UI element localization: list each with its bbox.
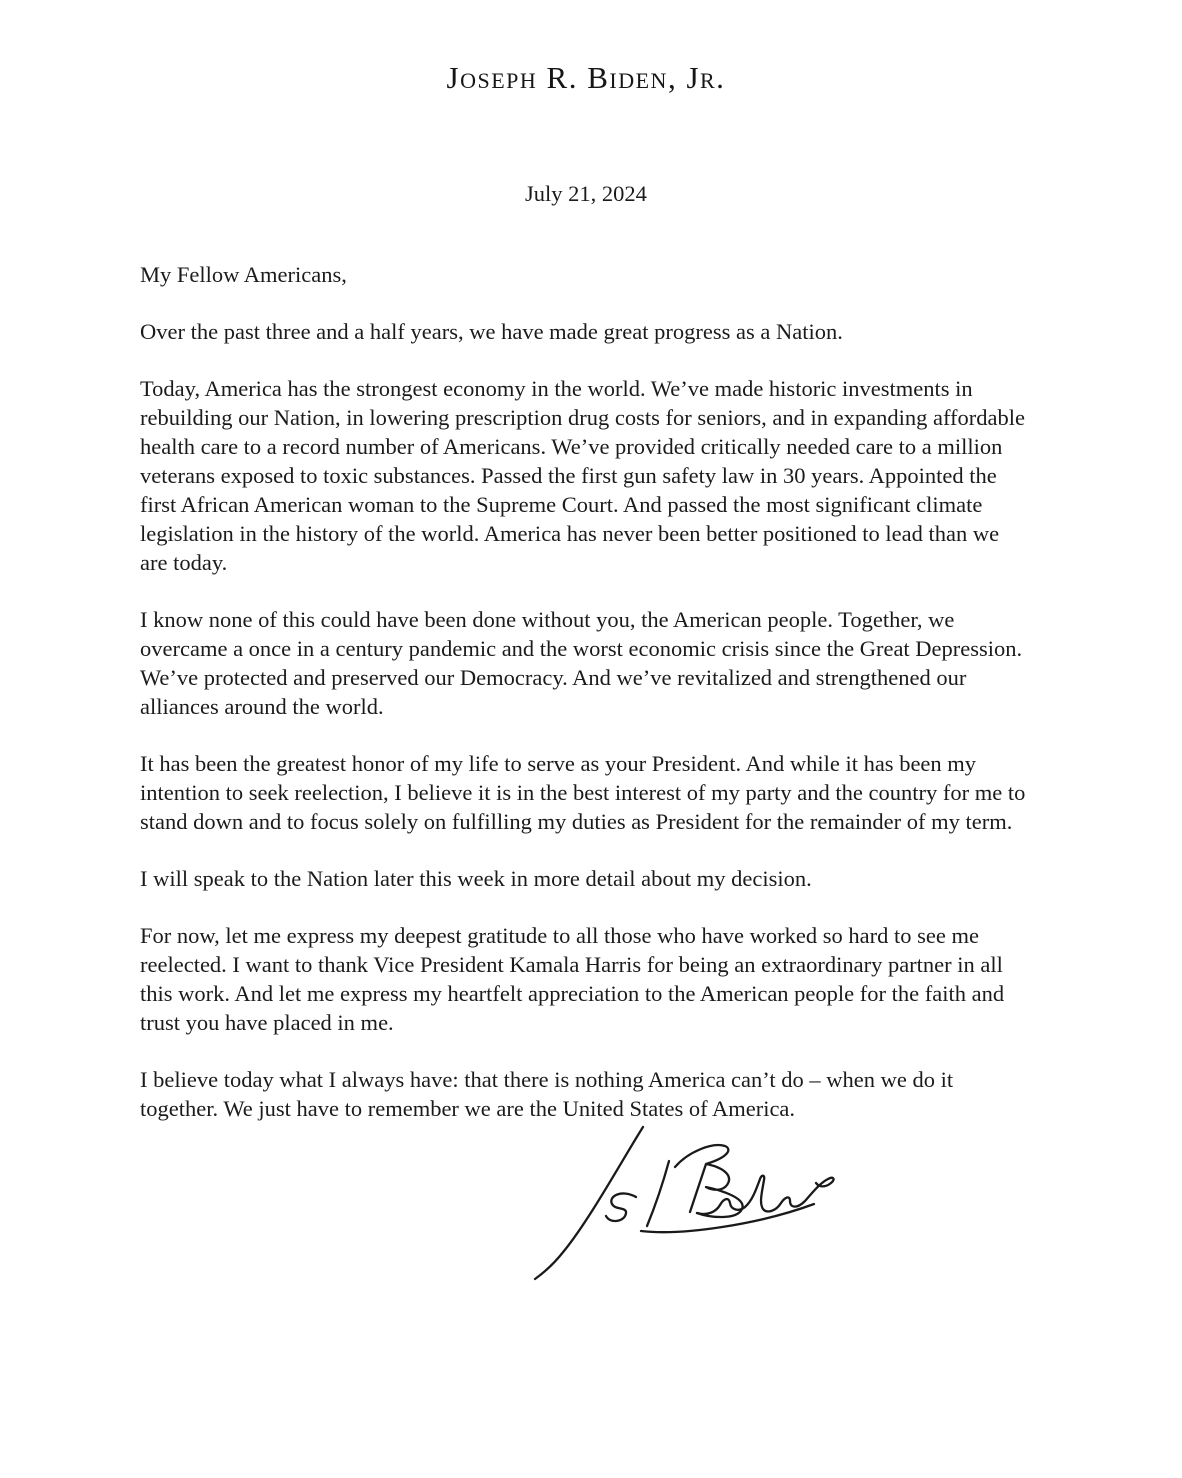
paragraph-stand-down: It has been the greatest honor of my life to serve as your President. And while it has been my intention to seek reelection, I believe it is in the best interest of my party and the country for me to stand down and to focus solely on fulfilling my duties as President for the remainder of my term.: [140, 751, 1026, 834]
letter-date: July 21, 2024: [525, 181, 647, 206]
signature: [498, 1123, 860, 1305]
paragraph-speak-to-nation: I will speak to the Nation later this week in more detail about my decision.: [140, 866, 812, 891]
paragraph-progress: Over the past three and a half years, we have made great progress as a Nation.: [140, 319, 843, 344]
paragraph-american-people: I know none of this could have been done without you, the American people. Together, we overcame a once in a century pandemic and the worst economic crisis since the Great Depression. We’ve protected and preserved our Democracy. And we’ve revitalized and strengthened our alliances around the world.: [140, 607, 1023, 719]
letterhead-name: Joseph R. Biden, Jr.: [446, 60, 726, 95]
letter-body: [140, 260, 1032, 1123]
paragraph-accomplishments: Today, America has the strongest economy in the world. We’ve made historic investments in rebuilding our Nation, in lowering prescription drug costs for seniors, and in expanding affordable health care to a record number of Americans. We’ve provided critically needed care to a million veterans exposed to toxic substances. Passed the first gun safety law in 30 years. Appointed the first African American woman to the Supreme Court. And passed the most significant climate legislation in the history of the world. America has never been better positioned to lead than we are today.: [140, 376, 1026, 575]
salutation: My Fellow Americans,: [140, 262, 347, 287]
signature-image: [498, 1123, 860, 1305]
paragraph-gratitude: For now, let me express my deepest gratitude to all those who have worked so hard to see me reelected. I want to thank Vice President Kamala Harris for being an extraordinary partner in all this work. And let me express my heartfelt appreciation to the American people for the faith and trust you have placed in me.: [140, 923, 1005, 1035]
paragraph-closing: I believe today what I always have: that there is nothing America can’t do – when we do it together. We just have to remember we are the United States of America.: [140, 1067, 954, 1121]
